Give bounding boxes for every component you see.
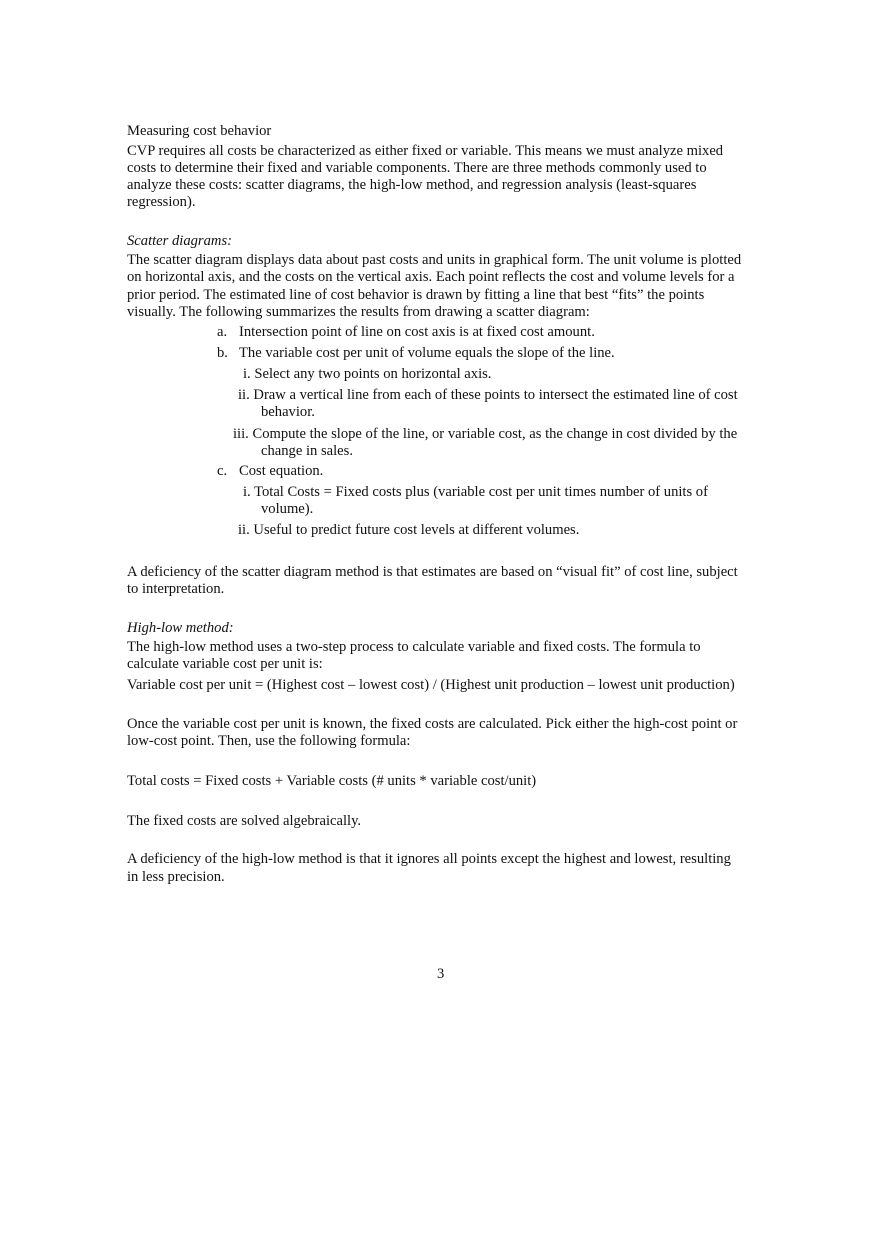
sub-list-item: i. Total Costs = Fixed costs plus (variable cost per unit times number of units of: [243, 484, 708, 500]
text-line: visually. The following summarizes the results from drawing a scatter diagram:: [127, 304, 590, 320]
text-line: A deficiency of the scatter diagram method is that estimates are based on “visual fit” of cost line, subject: [127, 564, 738, 580]
text-line: The scatter diagram displays data about past costs and units in graphical form. The unit volume is plotted: [127, 252, 742, 268]
text-line: on horizontal axis, and the costs on the vertical axis. Each point reflects the cost and volume levels for a: [127, 269, 735, 285]
page-number: 3: [437, 966, 445, 982]
sub-list-item: iii. Compute the slope of the line, or variable cost, as the change in cost divided by the: [233, 426, 738, 442]
text-line: The high-low method uses a two-step process to calculate variable and fixed costs. The formula to: [127, 639, 701, 655]
total-cost-formula: Total costs = Fixed costs + Variable costs (# units * variable cost/unit): [127, 773, 537, 789]
text-line: Once the variable cost per unit is known, the fixed costs are calculated. Pick either the high-cost point or: [127, 716, 738, 732]
list-item: Intersection point of line on cost axis is at fixed cost amount.: [239, 324, 595, 340]
text-line: costs to determine their fixed and variable components. There are three methods commonly used to: [127, 160, 707, 176]
text-line: regression).: [127, 194, 196, 210]
list-item: The variable cost per unit of volume equals the slope of the line.: [239, 345, 615, 361]
list-marker: b.: [217, 345, 228, 361]
sub-list-item: ii. Useful to predict future cost levels at different volumes.: [238, 522, 580, 538]
text-line: in less precision.: [127, 869, 225, 885]
sub-list-item-cont: change in sales.: [261, 443, 353, 459]
sub-list-item: i. Select any two points on horizontal axis.: [243, 366, 492, 382]
list-marker: c.: [217, 463, 228, 479]
text-line: low-cost point. Then, use the following formula:: [127, 733, 411, 749]
text-line: The fixed costs are solved algebraically.: [127, 813, 362, 829]
list-item: Cost equation.: [239, 463, 324, 479]
text-line: CVP requires all costs be characterized as either fixed or variable. This means we must analyze mixed: [127, 143, 724, 159]
text-line: prior period. The estimated line of cost behavior is drawn by fitting a line that best “fits” the points: [127, 287, 705, 303]
text-line: to interpretation.: [127, 581, 225, 597]
sub-list-item-cont: volume).: [261, 501, 314, 517]
sub-list-item: ii. Draw a vertical line from each of these points to intersect the estimated line of cost: [238, 387, 738, 403]
scatter-heading: Scatter diagrams:: [127, 233, 232, 249]
sub-list-item-cont: behavior.: [261, 404, 315, 420]
text-line: analyze these costs: scatter diagrams, the high-low method, and regression analysis (least-squares: [127, 177, 697, 193]
variable-cost-formula: Variable cost per unit = (Highest cost – lowest cost) / (Highest unit production – lowest unit production): [127, 677, 735, 693]
list-marker: a.: [217, 324, 228, 340]
highlow-heading: High-low method:: [127, 620, 234, 636]
section-heading: Measuring cost behavior: [127, 123, 272, 139]
text-line: calculate variable cost per unit is:: [127, 656, 323, 672]
text-line: A deficiency of the high-low method is that it ignores all points except the highest and lowest, resulting: [127, 851, 731, 867]
